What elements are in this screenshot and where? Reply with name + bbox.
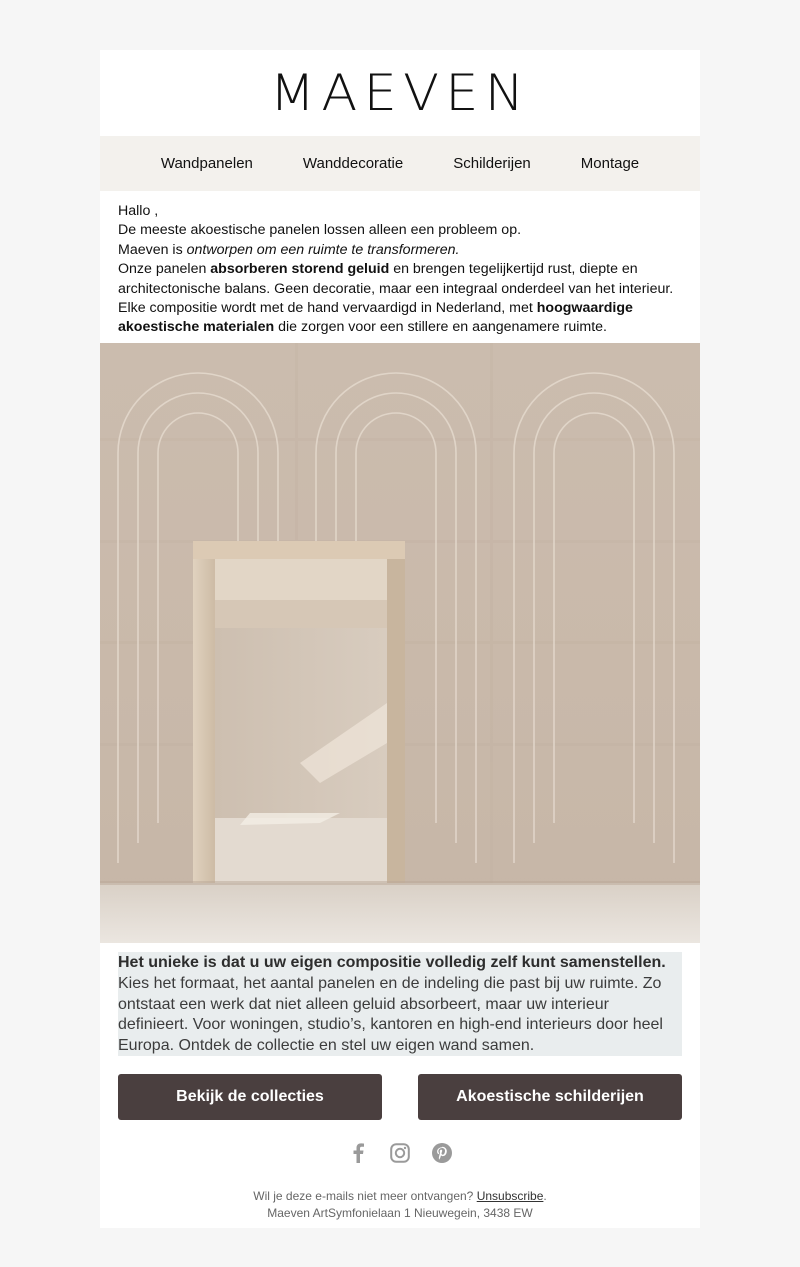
highlight-body: Kies het formaat, het aantal panelen en de indeling die past bij uw ruimte. Zo ontstaat een werk dat niet alleen geluid absorbeert, maar uw interieur definieert. Voor woningen, studio’s, kantoren en high-end interieurs door heel Europa. Ontdek de collectie en stel uw eigen wand samen. — [118, 975, 663, 1054]
unsubscribe-suffix: . — [543, 1189, 547, 1203]
facebook-icon[interactable] — [347, 1140, 369, 1166]
nav-bar — [100, 136, 700, 191]
intro-line-2-italic: ontworpen om een ruimte te transformeren. — [186, 241, 460, 258]
company-address: Maeven ArtSymfonielaan 1 Nieuwegein, 3438 EW — [267, 1205, 533, 1220]
hero-image[interactable] — [100, 343, 700, 943]
nav-item-wandpanelen[interactable]: Wandpanelen — [160, 155, 253, 172]
intro-line-4 — [118, 299, 682, 338]
intro-line-4-suffix: die zorgen voor een stillere en aangenamere ruimte. — [274, 319, 607, 336]
intro-line-4-bold: hoogwaardige akoestische materialen — [118, 300, 633, 336]
header — [100, 50, 700, 136]
view-collections-button[interactable]: Bekijk de collecties — [118, 1074, 382, 1120]
intro-line-2 — [118, 241, 682, 260]
unsubscribe-link[interactable]: Unsubscribe — [476, 1189, 544, 1203]
nav-item-schilderijen[interactable]: Schilderijen — [453, 155, 531, 172]
unsubscribe-line — [100, 1188, 700, 1205]
intro-line-3-suffix: en brengen tegelijkertijd rust, diepte en architectonische balans. Geen decoratie, maar een integraal onderdeel van het interieur. — [118, 261, 674, 297]
intro-text — [100, 191, 700, 338]
highlight-heading: Het unieke is dat u uw eigen compositie volledig zelf kunt samenstellen. — [118, 954, 666, 971]
intro-line-2-prefix: Maeven is — [118, 241, 187, 258]
intro-line-3-bold: absorberen storend geluid — [210, 261, 390, 278]
nav-item-montage[interactable]: Montage — [580, 155, 640, 172]
nav-item-wanddecoratie[interactable]: Wanddecoratie — [302, 155, 404, 172]
footer — [100, 1188, 700, 1221]
cta-buttons — [118, 1074, 682, 1120]
social-links — [100, 1140, 700, 1170]
brand-logo[interactable]: MAEVEN — [269, 64, 531, 122]
doorway — [193, 541, 405, 896]
intro-line-4-prefix: Elke compositie wordt met de hand vervaardigd in Nederland, met — [118, 300, 537, 317]
pinterest-icon[interactable] — [431, 1140, 453, 1166]
intro-line-3-prefix: Onze panelen — [118, 261, 211, 278]
acoustic-wall-illustration — [100, 343, 700, 943]
instagram-icon[interactable] — [389, 1140, 411, 1166]
email-container — [100, 50, 700, 1228]
intro-line-3 — [118, 260, 682, 299]
intro-line-1: De meeste akoestische panelen lossen alleen een probleem op. — [118, 222, 522, 239]
unsubscribe-prefix: Wil je deze e-mails niet meer ontvangen? — [253, 1189, 477, 1203]
highlight-box — [118, 952, 682, 1056]
greeting: Hallo , — [118, 203, 159, 219]
acoustic-paintings-button[interactable]: Akoestische schilderijen — [418, 1074, 682, 1120]
